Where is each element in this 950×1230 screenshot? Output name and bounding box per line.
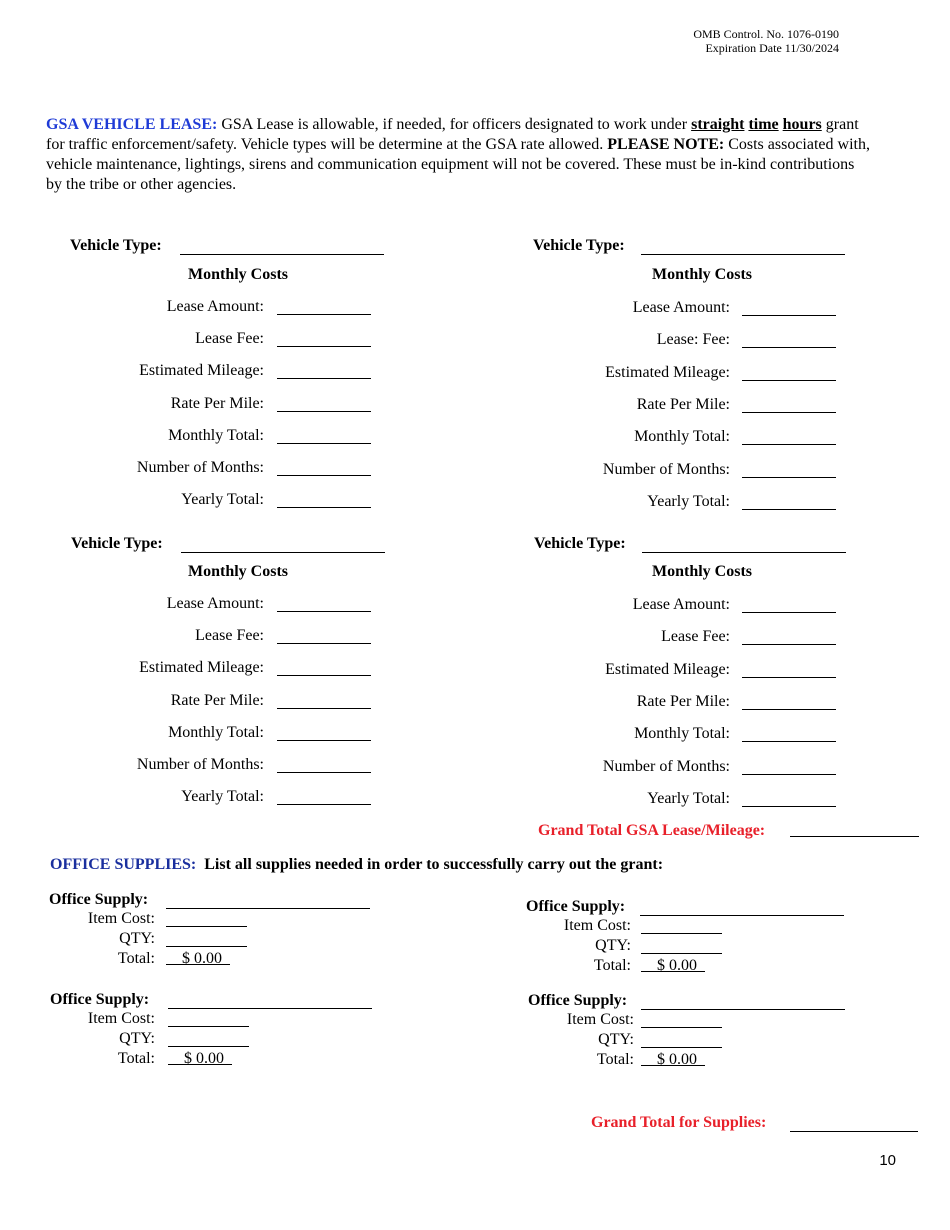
total-value-text: $ 0.00: [184, 1050, 224, 1067]
vehicle-type-label: Vehicle Type:: [534, 535, 626, 552]
vehicle-type-label: Vehicle Type:: [70, 237, 162, 254]
cost-field-label: Lease Amount:: [632, 299, 730, 316]
cost-field-input[interactable]: [742, 612, 836, 613]
monthly-costs-title: Monthly Costs: [187, 563, 288, 580]
cost-field-input[interactable]: [277, 378, 371, 379]
cost-field-input[interactable]: [277, 411, 371, 412]
cost-field-label: Estimated Mileage:: [139, 362, 264, 379]
gsa-intro-paragraph: [46, 115, 871, 195]
cost-field-input[interactable]: [277, 611, 371, 612]
emph-hours: hours: [782, 116, 822, 133]
qty-label: QTY:: [598, 1031, 634, 1048]
office-supplies-heading-row: [50, 856, 663, 874]
item-cost-field[interactable]: [641, 933, 722, 934]
qty-field[interactable]: [641, 1047, 722, 1048]
cost-field-input[interactable]: [742, 477, 836, 478]
cost-field-input[interactable]: [277, 772, 371, 773]
emph-straight: straight: [691, 116, 745, 133]
cost-field-input[interactable]: [277, 507, 371, 508]
total-label: Total:: [596, 1051, 634, 1068]
office-supply-field[interactable]: [168, 1008, 372, 1009]
cost-field-input[interactable]: [742, 347, 836, 348]
cost-field-label: Number of Months:: [136, 459, 264, 476]
cost-field-label: Rate Per Mile:: [170, 692, 264, 709]
cost-field-label: Estimated Mileage:: [139, 659, 264, 676]
cost-field-input[interactable]: [742, 774, 836, 775]
intro-text-2: grant for traffic enforcement/safety. Vehicle types will be determine at the GSA rate allowed.: [46, 116, 859, 153]
cost-field-label: Number of Months:: [602, 461, 730, 478]
cost-field-label: Monthly Total:: [168, 427, 264, 444]
cost-field-label: Lease Fee:: [195, 330, 264, 347]
item-cost-label: Item Cost:: [87, 910, 155, 927]
item-cost-label: Item Cost:: [566, 1011, 634, 1028]
omb-control-number: OMB Control. No. 1076-0190: [693, 27, 839, 41]
total-value[interactable]: [166, 950, 230, 968]
cost-field-label: Lease Amount:: [166, 595, 264, 612]
vehicle-type-label: Vehicle Type:: [71, 535, 163, 552]
monthly-costs-title: Monthly Costs: [651, 266, 752, 283]
cost-field-input[interactable]: [277, 475, 371, 476]
cost-field-label: Lease: Fee:: [656, 331, 730, 348]
cost-field-input[interactable]: [742, 806, 836, 807]
grand-total-supplies-label: Grand Total for Supplies:: [591, 1114, 767, 1131]
cost-field-label: Monthly Total:: [634, 428, 730, 445]
office-supply-label: Office Supply:: [526, 898, 626, 915]
cost-field-label: Estimated Mileage:: [605, 364, 730, 381]
cost-field-input[interactable]: [742, 444, 836, 445]
qty-field[interactable]: [168, 1046, 249, 1047]
please-note-label: PLEASE NOTE:: [607, 136, 725, 153]
cost-field-label: Rate Per Mile:: [636, 693, 730, 710]
cost-field-input[interactable]: [277, 708, 371, 709]
qty-label: QTY:: [119, 930, 155, 947]
cost-field-label: Lease Amount:: [632, 596, 730, 613]
cost-field-label: Yearly Total:: [647, 790, 730, 807]
qty-field[interactable]: [641, 953, 722, 954]
office-supply-field[interactable]: [640, 915, 844, 916]
qty-field[interactable]: [166, 946, 247, 947]
cost-field-label: Lease Fee:: [195, 627, 264, 644]
item-cost-field[interactable]: [166, 926, 247, 927]
cost-field-input[interactable]: [742, 315, 836, 316]
qty-label: QTY:: [595, 937, 631, 954]
cost-field-input[interactable]: [277, 443, 371, 444]
cost-field-input[interactable]: [742, 741, 836, 742]
cost-field-input[interactable]: [742, 412, 836, 413]
cost-field-input[interactable]: [742, 509, 836, 510]
total-label: Total:: [117, 950, 155, 967]
cost-field-input[interactable]: [277, 804, 371, 805]
office-supply-label: Office Supply:: [528, 992, 628, 1009]
cost-field-input[interactable]: [277, 740, 371, 741]
vehicle-type-label: Vehicle Type:: [533, 237, 625, 254]
cost-field-input[interactable]: [742, 644, 836, 645]
intro-text-1: GSA Lease is allowable, if needed, for officers designated to work under: [217, 116, 692, 133]
office-supply-field[interactable]: [641, 1009, 845, 1010]
cost-field-label: Number of Months:: [136, 756, 264, 773]
intro-text-3: Costs associated with, vehicle maintenance, lightings, sirens and communication equipment will not be covered. These must be in-kind contributions by the tribe or other agencies.: [46, 136, 870, 193]
vehicle-type-field[interactable]: [642, 552, 846, 553]
total-value-text: $ 0.00: [657, 957, 697, 974]
item-cost-label: Item Cost:: [87, 1010, 155, 1027]
cost-field-input[interactable]: [742, 677, 836, 678]
gsa-heading: GSA VEHICLE LEASE:: [46, 116, 218, 133]
page-number: 10: [879, 1152, 896, 1169]
cost-field-label: Rate Per Mile:: [636, 396, 730, 413]
item-cost-field[interactable]: [168, 1026, 249, 1027]
monthly-costs-title: Monthly Costs: [187, 266, 288, 283]
total-label: Total:: [593, 957, 631, 974]
office-supply-label: Office Supply:: [50, 991, 150, 1008]
qty-label: QTY:: [119, 1030, 155, 1047]
cost-field-label: Monthly Total:: [634, 725, 730, 742]
total-value[interactable]: [641, 957, 705, 975]
total-value[interactable]: [168, 1050, 232, 1068]
cost-field-input[interactable]: [277, 675, 371, 676]
total-label: Total:: [117, 1050, 155, 1067]
vehicle-type-field[interactable]: [641, 254, 845, 255]
grand-total-supplies-field[interactable]: [790, 1131, 918, 1132]
cost-field-label: Monthly Total:: [168, 724, 264, 741]
vehicle-type-field[interactable]: [180, 254, 384, 255]
grand-total-lease-field[interactable]: [790, 836, 919, 837]
cost-field-label: Lease Amount:: [166, 298, 264, 315]
cost-field-label: Yearly Total:: [647, 493, 730, 510]
cost-field-label: Yearly Total:: [181, 491, 264, 508]
cost-field-label: Estimated Mileage:: [605, 661, 730, 678]
omb-header: [693, 27, 839, 55]
office-supplies-instruction: List all supplies needed in order to successfully carry out the grant:: [204, 856, 664, 873]
expiration-date: Expiration Date 11/30/2024: [705, 41, 839, 55]
office-supplies-heading: OFFICE SUPPLIES:: [50, 856, 197, 873]
cost-field-input[interactable]: [277, 346, 371, 347]
cost-field-label: Lease Fee:: [661, 628, 730, 645]
item-cost-field[interactable]: [641, 1027, 722, 1028]
grand-total-lease-label: Grand Total GSA Lease/Mileage:: [538, 822, 766, 839]
office-supply-field[interactable]: [166, 908, 370, 909]
total-value-text: $ 0.00: [657, 1051, 697, 1068]
vehicle-type-field[interactable]: [181, 552, 385, 553]
cost-field-input[interactable]: [277, 314, 371, 315]
total-value-text: $ 0.00: [182, 950, 222, 967]
cost-field-label: Yearly Total:: [181, 788, 264, 805]
total-value[interactable]: [641, 1051, 705, 1069]
cost-field-input[interactable]: [277, 643, 371, 644]
item-cost-label: Item Cost:: [563, 917, 631, 934]
cost-field-input[interactable]: [742, 380, 836, 381]
cost-field-input[interactable]: [742, 709, 836, 710]
emph-time: time: [748, 116, 779, 133]
cost-field-label: Rate Per Mile:: [170, 395, 264, 412]
cost-field-label: Number of Months:: [602, 758, 730, 775]
office-supply-label: Office Supply:: [49, 891, 149, 908]
monthly-costs-title: Monthly Costs: [651, 563, 752, 580]
